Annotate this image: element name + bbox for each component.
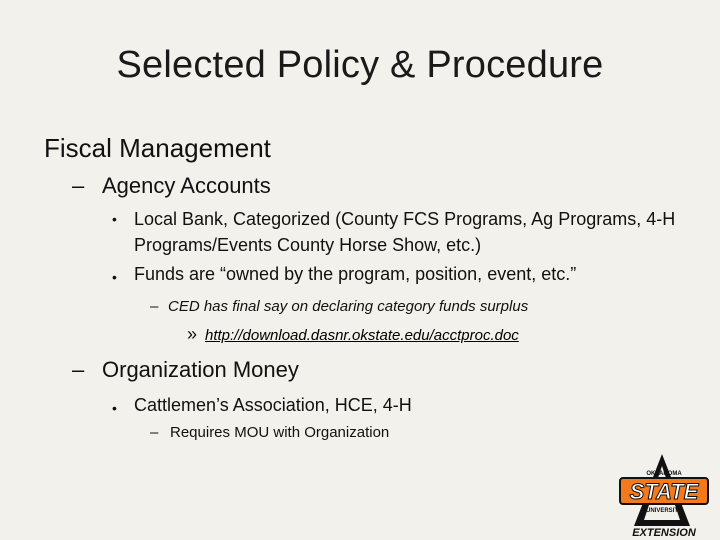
osu-extension-logo — [614, 452, 714, 538]
arrow-marker: » — [187, 324, 198, 344]
note-requires-mou: Requires MOU with Organization — [170, 424, 390, 441]
dash-marker: – — [150, 298, 159, 315]
link-container — [205, 327, 519, 344]
dash-marker: – — [72, 173, 85, 198]
logo-main-text: STATE — [629, 479, 699, 504]
logo-footer-text: EXTENSION — [632, 527, 696, 538]
bullet-marker: • — [112, 400, 117, 416]
dash-marker: – — [72, 357, 85, 382]
dash-marker: – — [150, 424, 159, 441]
bullet-local-bank: Local Bank, Categorized (County FCS Programs, Ag Programs, 4-H Programs/Events County Horse Show, etc.) — [134, 209, 676, 255]
slide-title: Selected Policy & Procedure — [116, 44, 604, 86]
bullet-cattlemen: Cattlemen’s Association, HCE, 4-H — [134, 395, 412, 415]
bullet-marker: • — [112, 269, 117, 285]
subheading-organization-money: Organization Money — [102, 357, 299, 382]
logo-top-text: OKLAHOMA — [646, 471, 682, 477]
subheading-agency-accounts: Agency Accounts — [102, 173, 271, 198]
acctproc-link[interactable]: http://download.dasnr.okstate.edu/acctproc.doc — [205, 327, 519, 344]
bullet-funds-owned: Funds are “owned by the program, position, event, etc.” — [134, 264, 577, 284]
logo-sub-text: UNIVERSITY — [645, 508, 683, 514]
note-ced-final-say: CED has final say on declaring category funds surplus — [168, 298, 529, 315]
heading-fiscal-management: Fiscal Management — [44, 133, 271, 163]
bullet-marker: • — [112, 211, 117, 227]
